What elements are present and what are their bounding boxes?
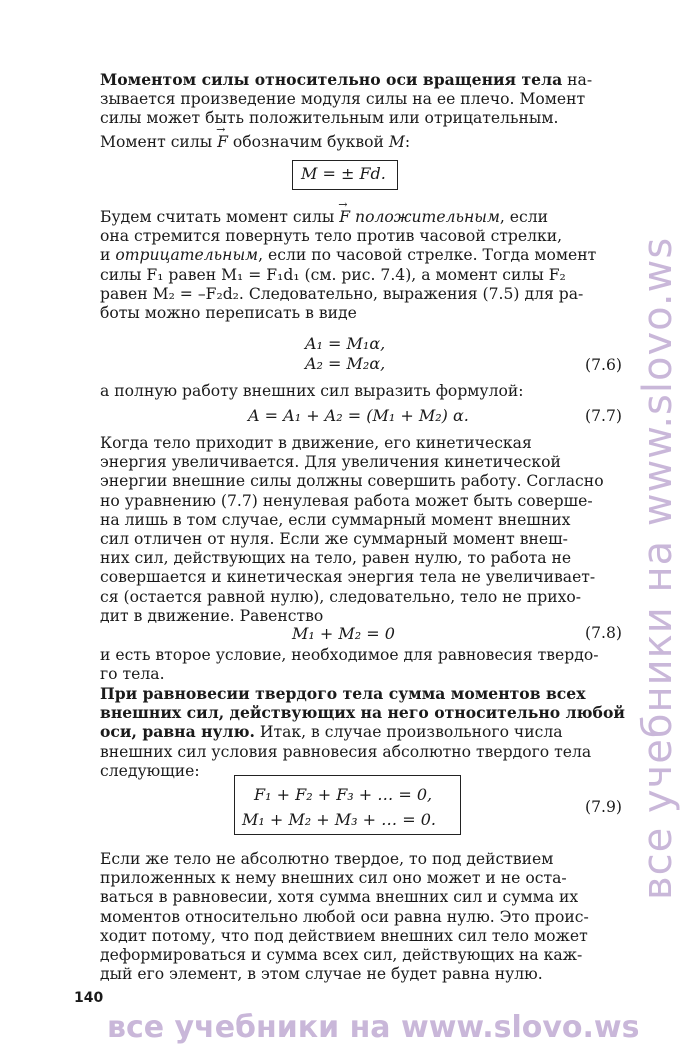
paragraph-deformable-body — [100, 850, 622, 984]
equation-number: (7.7) — [585, 407, 622, 425]
formula-a1: A₁ = M₁α, — [305, 334, 386, 353]
equation-number: (7.9) — [585, 798, 622, 816]
vector-f-symbol: → F — [217, 133, 228, 152]
text-line: следующие: — [100, 761, 200, 780]
text-line: дит в движение. Равенство — [100, 606, 324, 625]
paragraph-kinetic-energy — [100, 434, 622, 626]
formula-total-work: A = A₁ + A₂ = (M₁ + M₂) α. — [248, 406, 469, 425]
text-line: деформироваться и сумма всех сил, действующих на каж- — [100, 946, 583, 965]
vector-f-symbol: → F — [339, 208, 350, 227]
bold-rule-line: внешних сил, действующих на него относительно любой — [100, 703, 625, 723]
text-line: ся (остается равной нулю), следовательно, тело не прихо- — [100, 587, 582, 606]
text-line: дый его элемент, в этом случае не будет равна нулю. — [100, 965, 543, 984]
paragraph-equilibrium-rule — [100, 684, 625, 781]
text-line: силы может быть положительным или отрицательным. — [100, 109, 559, 128]
text-line: Когда тело приходит в движение, его кинетическая — [100, 434, 532, 452]
paragraph-total-work — [100, 382, 622, 401]
text-line: сил отличен от нуля. Если же суммарный момент внеш- — [100, 530, 568, 549]
text-line: силы F₁ равен M₁ = F₁d₁ (см. рис. 7.4), а момент силы F₂ — [100, 265, 566, 284]
text-line: и есть второе условие, необходимое для равновесия твердо- — [100, 646, 599, 664]
text-line: боты можно переписать в виде — [100, 304, 357, 323]
text-line: и отрицательным, если по часовой стрелке. Тогда момент — [100, 246, 597, 265]
text-line: равен M₂ = –F₂d₂. Следовательно, выражения (7.5) для ра- — [100, 284, 584, 303]
paragraph-definition — [100, 70, 622, 152]
bold-rule-line: При равновесии твердого тела сумма моментов всех — [100, 684, 586, 703]
text-line: энергии внешние силы должны совершить работу. Согласно — [100, 472, 604, 491]
text-line: совершается и кинетическая энергия тела не увеличивает- — [100, 568, 596, 587]
paragraph-sign-convention — [100, 208, 622, 323]
text-line: она стремится повернуть тело против часовой стрелки, — [100, 227, 563, 246]
text-line: моментов относительно любой оси равна нулю. Это проис- — [100, 907, 589, 926]
text-line: Будем считать момент силы → F положительным, если — [100, 208, 622, 227]
text-line: на- — [562, 71, 593, 89]
text-line: а полную работу внешних сил выразить формулой: — [100, 382, 524, 400]
paragraph-second-condition — [100, 646, 622, 684]
text-line: энергия увеличивается. Для увеличения кинетической — [100, 453, 561, 472]
text-line: но уравнению (7.7) ненулевая работа может быть соверше- — [100, 491, 593, 510]
formula-a2: A₂ = M₂α, — [305, 354, 386, 373]
text-line: ходит потому, что под действием внешних сил тело может — [100, 926, 588, 945]
formula-force-sum: F₁ + F₂ + F₃ + … = 0, — [254, 785, 433, 804]
equation-number: (7.8) — [585, 624, 622, 642]
text-line: внешних сил условия равновесия абсолютно твердого тела — [100, 742, 592, 761]
formula-moment-sum: M₁ + M₂ + M₃ + … = 0. — [242, 810, 436, 829]
page-number: 140 — [74, 990, 104, 1006]
text-line: го тела. — [100, 665, 165, 684]
equation-number: (7.6) — [585, 356, 622, 374]
watermark-bottom: все учебники на www.slovo.ws — [107, 1010, 640, 1045]
bold-definition: Моментом силы относительно оси вращения тела — [100, 70, 563, 89]
text-line: на лишь в том случае, если суммарный момент внешних — [100, 510, 571, 529]
text-line: них сил, действующих на тело, равен нулю, то работа не — [100, 549, 572, 568]
formula-moment-balance: M₁ + M₂ = 0 — [292, 624, 395, 643]
text-line: оси, равна нулю. Итак, в случае произвольного числа — [100, 722, 563, 742]
text-line: Если же тело не абсолютно твердое, то под действием — [100, 850, 554, 868]
text-line: приложенных к нему внешних сил оно может и не оста- — [100, 869, 567, 888]
text-line: ваться в равновесии, хотя сумма внешних сил и сумма их — [100, 888, 579, 907]
watermark-side: все учебники на www.slovo.ws — [635, 236, 681, 900]
text-line: Момент силы → F обозначим буквой M: — [100, 133, 622, 152]
text-line: зывается произведение модуля силы на ее плечо. Момент — [100, 90, 586, 109]
formula-moment: M = ± Fd. — [301, 164, 386, 183]
